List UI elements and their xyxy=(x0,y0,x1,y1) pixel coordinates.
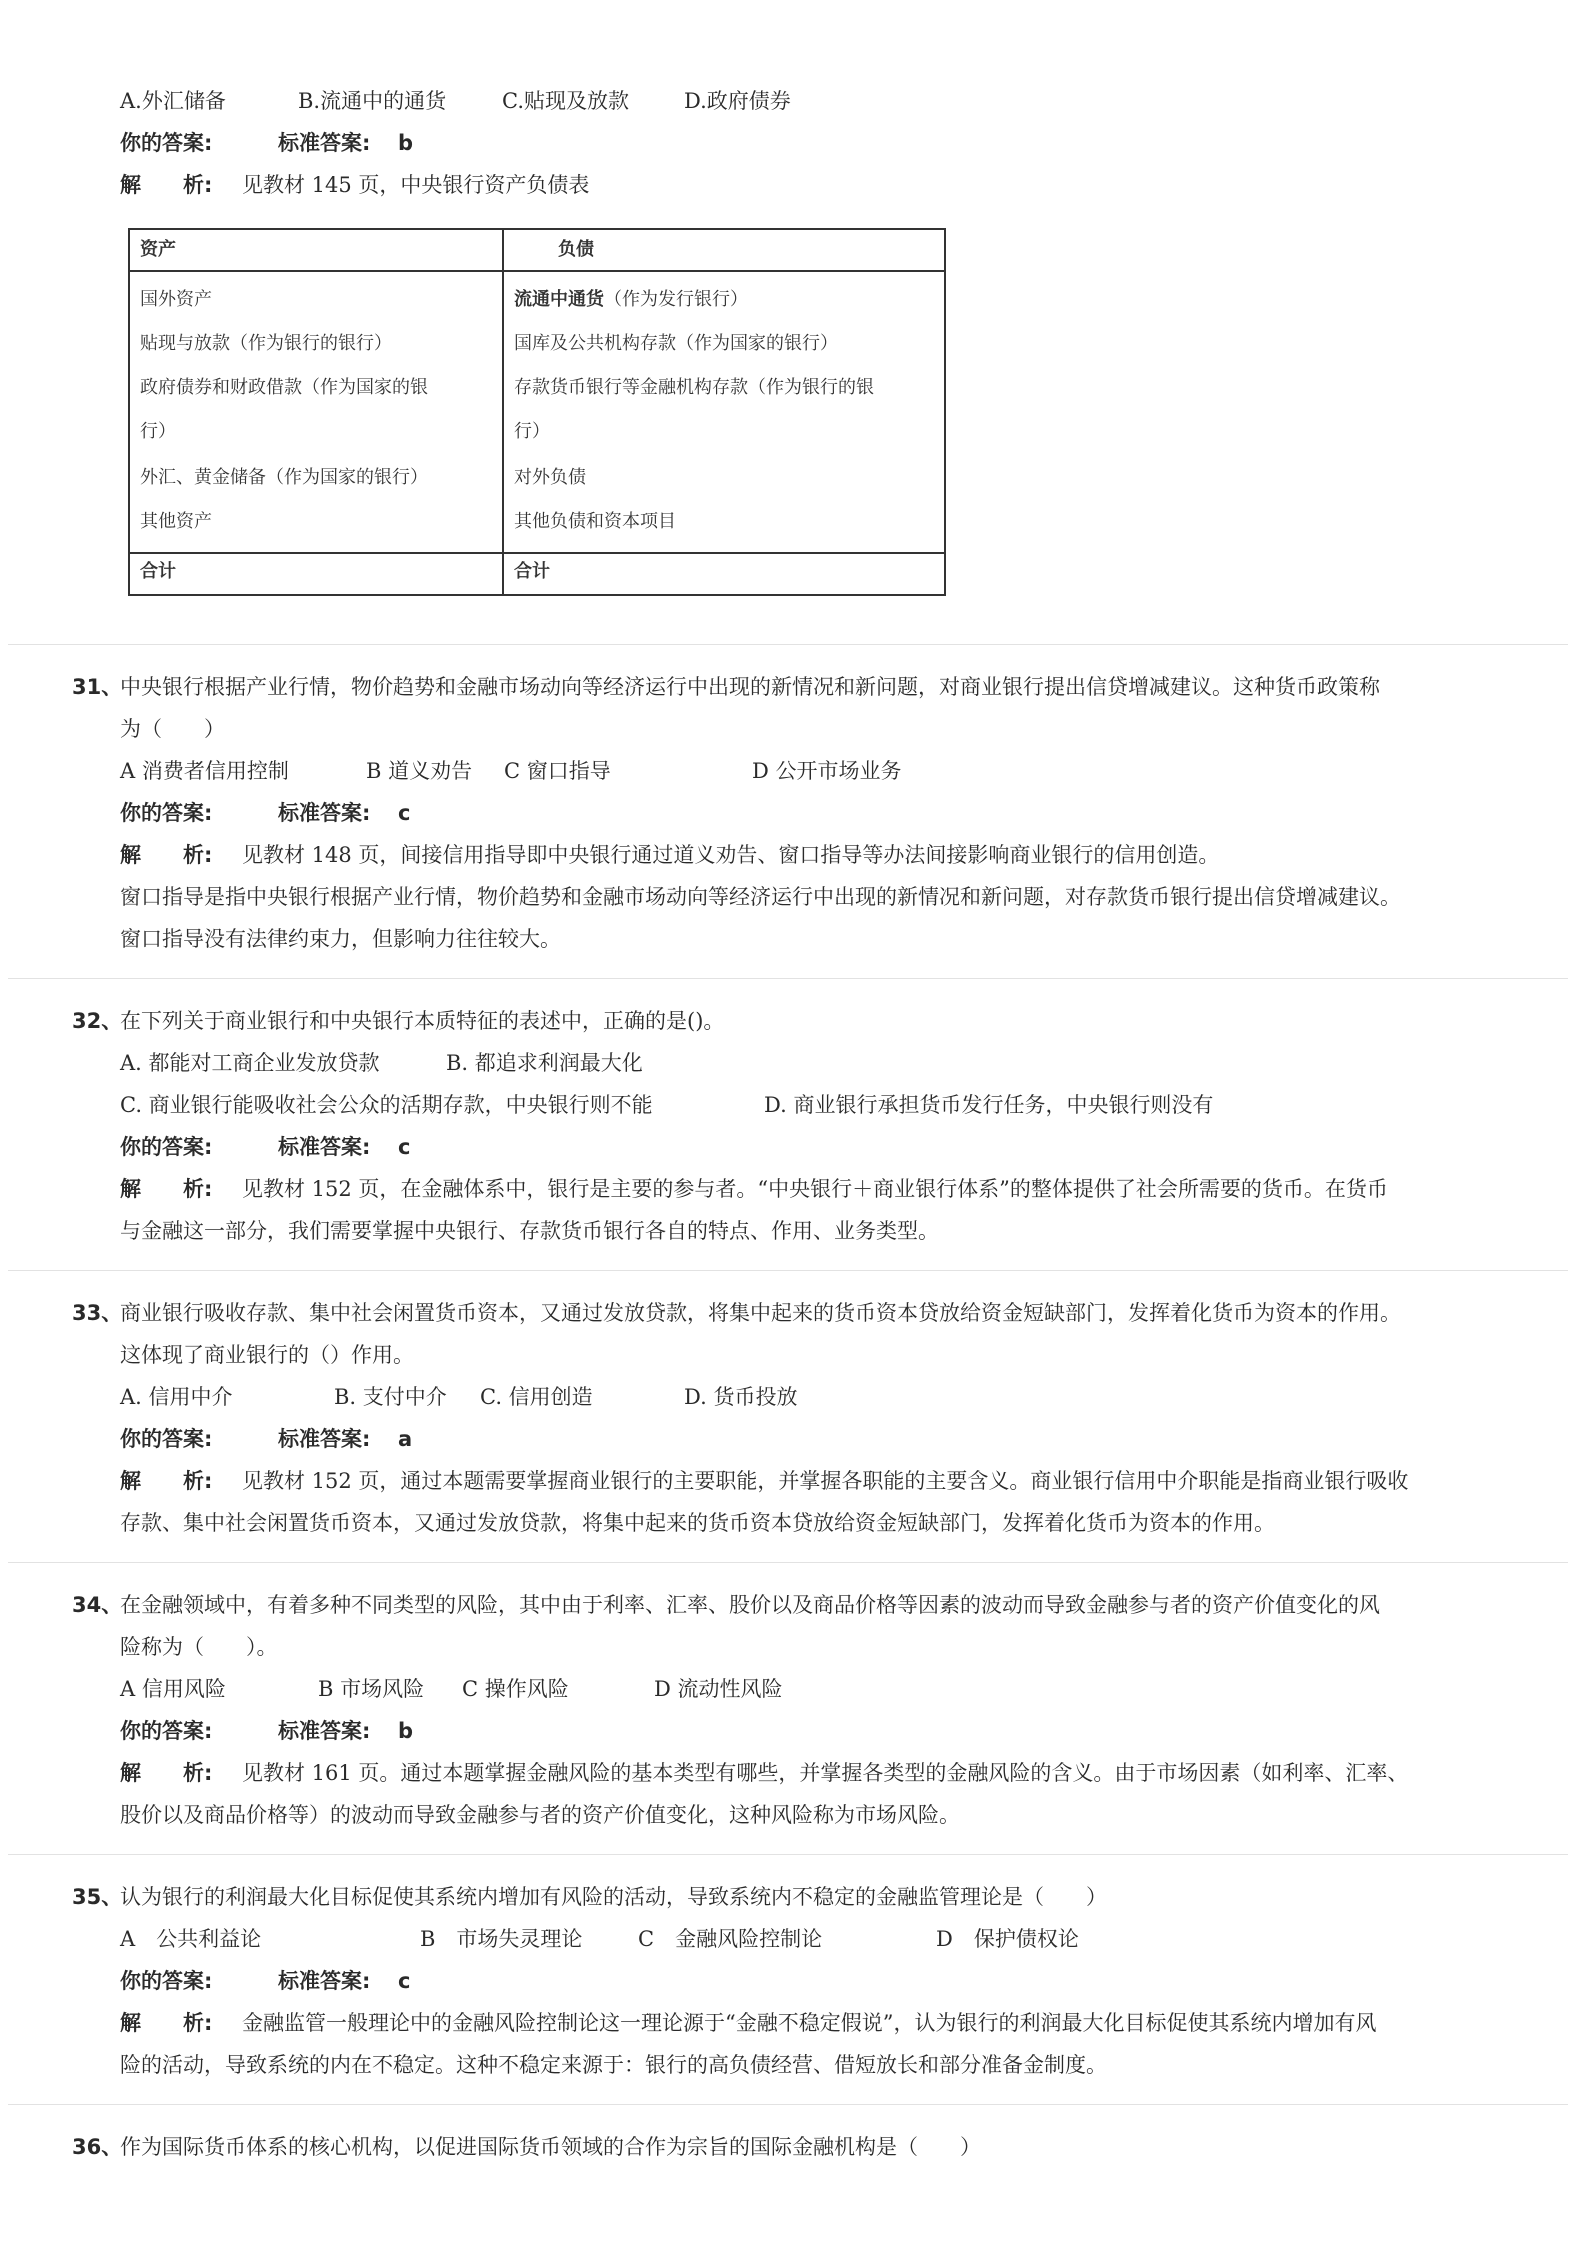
analysis-text: 股价以及商品价格等）的波动而导致金融参与者的资产价值变化，这种风险称为市场风险。 xyxy=(120,1803,960,1827)
liability-row: 国库及公共机构存款（作为国家的银行） xyxy=(514,333,838,354)
asset-row: 政府债券和财政借款（作为国家的银 xyxy=(140,377,428,398)
liability-role: （作为发行银行） xyxy=(604,289,748,310)
your-answer-label: 你的答案: xyxy=(120,1719,213,1743)
question-text: 险称为（ ）。 xyxy=(120,1635,278,1659)
divider xyxy=(8,978,1568,979)
standard-answer-value: a xyxy=(398,1427,413,1451)
question-text: 在金融领域中，有着多种不同类型的风险，其中由于利率、汇率、股价以及商品价格等因素的波动而导致金融参与者的资产价值变化的风 xyxy=(120,1593,1380,1617)
analysis-text: 见教材 152 页，通过本题需要掌握商业银行的主要职能，并掌握各职能的主要含义。商业银行信用中介职能是指商业银行吸收 xyxy=(242,1469,1409,1493)
standard-answer-value: b xyxy=(398,1719,414,1743)
option-a: A 消费者信用控制 xyxy=(120,759,289,783)
question-number: 33、 xyxy=(72,1301,123,1325)
analysis-text: 见教材 145 页，中央银行资产负债表 xyxy=(242,173,590,197)
option-a: A.外汇储备 xyxy=(120,89,226,113)
total-liabilities: 合计 xyxy=(514,561,550,582)
analysis-text: 见教材 161 页。通过本题掌握金融风险的基本类型有哪些，并掌握各类型的金融风险的含义。由于市场因素（如利率、汇率、 xyxy=(242,1761,1409,1785)
analysis-label: 解 析: xyxy=(120,843,213,867)
standard-answer-value: c xyxy=(398,801,411,825)
option-a: A 公共利益论 xyxy=(120,1927,262,1951)
your-answer-label: 你的答案: xyxy=(120,801,213,825)
question-text: 商业银行吸收存款、集中社会闲置货币资本，又通过发放贷款，将集中起来的货币资本贷放给资金短缺部门，发挥着化货币为资本的作用。 xyxy=(120,1301,1401,1325)
option-c: C 窗口指导 xyxy=(504,759,611,783)
divider xyxy=(8,1562,1568,1563)
question-number: 35、 xyxy=(72,1885,123,1909)
analysis-text: 窗口指导没有法律约束力，但影响力往往较大。 xyxy=(120,927,561,951)
header-assets: 资产 xyxy=(140,239,176,260)
analysis-text: 见教材 148 页，间接信用指导即中央银行通过道义劝告、窗口指导等办法间接影响商业银行的信用创造。 xyxy=(242,843,1220,867)
analysis-text: 存款、集中社会闲置货币资本，又通过发放贷款，将集中起来的货币资本贷放给资金短缺部门，发挥着化货币为资本的作用。 xyxy=(120,1511,1275,1535)
asset-row: 外汇、黄金储备（作为国家的银行） xyxy=(140,467,428,488)
question-text: 认为银行的利润最大化目标促使其系统内增加有风险的活动，导致系统内不稳定的金融监管理论是（ ） xyxy=(120,1885,1107,1909)
question-text: 在下列关于商业银行和中央银行本质特征的表述中，正确的是()。 xyxy=(120,1009,725,1033)
option-c: C 操作风险 xyxy=(462,1677,569,1701)
option-a: A. 信用中介 xyxy=(120,1385,233,1409)
option-d: D. 商业银行承担货币发行任务，中央银行则没有 xyxy=(764,1093,1214,1117)
analysis-text: 险的活动，导致系统的内在不稳定。这种不稳定来源于：银行的高负债经营、借短放长和部分准备金制度。 xyxy=(120,2053,1107,2077)
option-c: C.贴现及放款 xyxy=(502,89,629,113)
standard-answer-label: 标准答案: xyxy=(278,1969,371,1993)
table-divider xyxy=(502,230,504,594)
question-number: 36、 xyxy=(72,2135,123,2159)
divider xyxy=(8,2104,1568,2105)
your-answer-label: 你的答案: xyxy=(120,131,213,155)
standard-answer-label: 标准答案: xyxy=(278,1719,371,1743)
divider xyxy=(8,1270,1568,1271)
option-d: D 流动性风险 xyxy=(654,1677,783,1701)
option-c: C. 信用创造 xyxy=(480,1385,593,1409)
option-b: B 市场失灵理论 xyxy=(420,1927,583,1951)
analysis-text: 见教材 152 页，在金融体系中，银行是主要的参与者。“中央银行＋商业银行体系”的整体提供了社会所需要的货币。在货币 xyxy=(242,1177,1388,1201)
analysis-text: 金融监管一般理论中的金融风险控制论这一理论源于“金融不稳定假说”，认为银行的利润最大化目标促使其系统内增加有风 xyxy=(242,2011,1377,2035)
analysis-label: 解 析: xyxy=(120,1469,213,1493)
standard-answer-value: c xyxy=(398,1969,411,1993)
standard-answer-label: 标准答案: xyxy=(278,1427,371,1451)
standard-answer-label: 标准答案: xyxy=(278,131,371,155)
analysis-text: 与金融这一部分，我们需要掌握中央银行、存款货币银行各自的特点、作用、业务类型。 xyxy=(120,1219,939,1243)
question-text: 为（ ） xyxy=(120,717,225,741)
table-divider xyxy=(130,270,944,272)
liability-bold-term: 流通中通货 xyxy=(514,289,604,310)
option-c: C. 商业银行能吸收社会公众的活期存款，中央银行则不能 xyxy=(120,1093,653,1117)
standard-answer-value: b xyxy=(398,131,414,155)
liability-row: 对外负债 xyxy=(514,467,586,488)
liability-row: 其他负债和资本项目 xyxy=(514,511,676,532)
analysis-label: 解 析: xyxy=(120,1761,213,1785)
asset-row: 其他资产 xyxy=(140,511,212,532)
question-text: 这体现了商业银行的（）作用。 xyxy=(120,1343,414,1367)
option-a: A 信用风险 xyxy=(120,1677,226,1701)
question-number: 31、 xyxy=(72,675,123,699)
question-number: 34、 xyxy=(72,1593,123,1617)
header-liabilities: 负债 xyxy=(558,239,594,260)
your-answer-label: 你的答案: xyxy=(120,1135,213,1159)
liability-row xyxy=(514,286,748,314)
option-b: B. 都追求利润最大化 xyxy=(446,1051,643,1075)
question-text: 作为国际货币体系的核心机构，以促进国际货币领域的合作为宗旨的国际金融机构是（ ） xyxy=(120,2135,981,2159)
your-answer-label: 你的答案: xyxy=(120,1427,213,1451)
liability-row: 存款货币银行等金融机构存款（作为银行的银 xyxy=(514,377,874,398)
option-a: A. 都能对工商企业发放贷款 xyxy=(120,1051,380,1075)
standard-answer-value: c xyxy=(398,1135,411,1159)
option-c: C 金融风险控制论 xyxy=(638,1927,823,1951)
question-number: 32、 xyxy=(72,1009,123,1033)
asset-row: 国外资产 xyxy=(140,289,212,310)
liability-row: 行） xyxy=(514,421,550,442)
option-b: B. 支付中介 xyxy=(334,1385,447,1409)
option-b: B 市场风险 xyxy=(318,1677,425,1701)
standard-answer-label: 标准答案: xyxy=(278,1135,371,1159)
option-d: D 公开市场业务 xyxy=(752,759,902,783)
option-b: B 道义劝告 xyxy=(366,759,473,783)
divider xyxy=(8,644,1568,645)
balance-sheet-table xyxy=(128,228,946,596)
question-text: 中央银行根据产业行情，物价趋势和金融市场动向等经济运行中出现的新情况和新问题，对商业银行提出信贷增减建议。这种货币政策称 xyxy=(120,675,1380,699)
analysis-label: 解 析: xyxy=(120,2011,213,2035)
total-assets: 合计 xyxy=(140,561,176,582)
asset-row: 贴现与放款（作为银行的银行） xyxy=(140,333,392,354)
option-d: D. 货币投放 xyxy=(684,1385,798,1409)
option-d: D 保护债权论 xyxy=(936,1927,1079,1951)
analysis-text: 窗口指导是指中央银行根据产业行情，物价趋势和金融市场动向等经济运行中出现的新情况和新问题，对存款货币银行提出信贷增减建议。 xyxy=(120,885,1401,909)
analysis-label: 解 析: xyxy=(120,173,213,197)
asset-row: 行） xyxy=(140,421,176,442)
divider xyxy=(8,1854,1568,1855)
option-d: D.政府债券 xyxy=(684,89,791,113)
standard-answer-label: 标准答案: xyxy=(278,801,371,825)
table-divider xyxy=(130,552,944,554)
option-b: B.流通中的通货 xyxy=(298,89,447,113)
analysis-label: 解 析: xyxy=(120,1177,213,1201)
your-answer-label: 你的答案: xyxy=(120,1969,213,1993)
